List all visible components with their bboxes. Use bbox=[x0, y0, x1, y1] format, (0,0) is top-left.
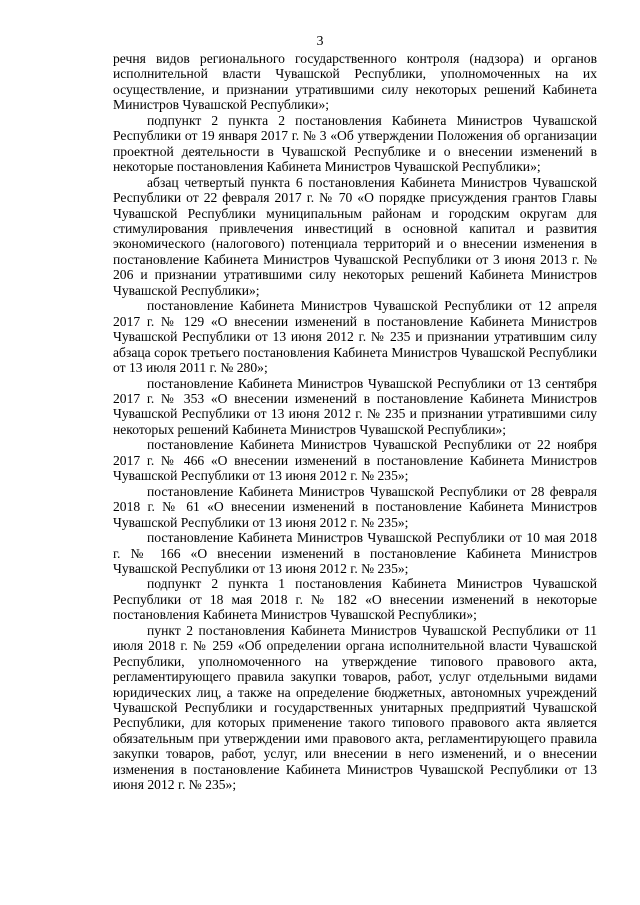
paragraph-3: абзац четвертый пункта 6 постановления Кабинета Министров Чувашской Республики от 22 февраля 2017 г. № 70 «О порядке присуждения грантов Главы Чувашской Республики муниципальным районам и городским округам для стимулирования привлечения инвестиций в основной капитал и развития экономического (налогового) потенциала территорий и о внесении изменения в постановление Кабинета Министров Чувашской Республики от 3 июня 2013 г. № 206 и признании утратившими силу некоторых решений Кабинета Министров Чувашской Республики»; bbox=[113, 174, 597, 298]
paragraph-7: постановление Кабинета Министров Чувашской Республики от 28 февраля 2018 г. № 61 «О внесении изменений в постановление Кабинета Министров Чувашской Республики от 13 июня 2012 г. № 235»; bbox=[113, 483, 597, 530]
paragraph-2: подпункт 2 пункта 2 постановления Кабинета Министров Чувашской Республики от 19 января 2017 г. № 3 «Об утверждении Положения об организации проектной деятельности в Чувашской Республике и о внесении изменений в некоторые постановления Кабинета Министров Чувашской Республики»; bbox=[113, 112, 597, 175]
paragraph-8: постановление Кабинета Министров Чувашской Республики от 10 мая 2018 г. № 166 «О внесении изменений в постановление Кабинета Министров Чувашской Республики от 13 июня 2012 г. № 235»; bbox=[113, 530, 597, 576]
paragraph-5: постановление Кабинета Министров Чувашской Республики от 13 сентября 2017 г. № 353 «О внесении изменений в постановление Кабинета Министров Чувашской Республики от 13 июня 2012 г. № 235 и признании утратившими силу некоторых решений Кабинета Министров Чувашской Республики»; bbox=[113, 375, 597, 437]
paragraph-6: постановление Кабинета Министров Чувашской Республики от 22 ноября 2017 г. № 466 «О внесении изменений в постановление Кабинета Министров Чувашской Республики от 13 июня 2012 г. № 235»; bbox=[113, 437, 597, 484]
paragraph-9: подпункт 2 пункта 1 постановления Кабинета Министров Чувашской Республики от 18 мая 2018 г. № 182 «О внесении изменений в некоторые постановления Кабинета Министров Чувашской Республики»; bbox=[113, 576, 597, 623]
paragraph-1: речня видов регионального государственного контроля (надзора) и органов исполнительной власти Чувашской Республики, уполномоченных на их осуществление, и признании утратившими силу некоторых решений Кабинета Министров Чувашской Республики»; bbox=[113, 51, 597, 113]
paragraph-10: пункт 2 постановления Кабинета Министров Чувашской Республики от 11 июля 2018 г. № 259 «Об определении органа исполнительной власти Чувашской Республики, уполномоченного на утверждение типового правового акта, регламентирующего правила закупки товаров, работ, услуг отдельными видами юридических лиц, а также на определение бюджетных, автономных учреждений Чувашской Республики и государственных унитарных предприятий Чувашской Республики, для которых применение такого типового правового акта является обязательным при утверждении ими правового акта, регламентирующего правила закупки товаров, работ, услуг, или внесении в него изменений, и о внесении изменения в постановление Кабинета Министров Чувашской Республики от 13 июня 2012 г. № 235»; bbox=[113, 622, 597, 793]
page-number: 3 bbox=[316, 34, 324, 49]
paragraph-4: постановление Кабинета Министров Чувашской Республики от 12 апреля 2017 г. № 129 «О внесении изменений в постановление Кабинета Министров Чувашской Республики от 13 июня 2012 г. № 235 и признании утратившим силу абзаца сорок третьего постановления Кабинета Министров Чувашской Республики от 13 июля 2011 г. № 280»; bbox=[113, 298, 597, 376]
document-body bbox=[113, 51, 597, 793]
